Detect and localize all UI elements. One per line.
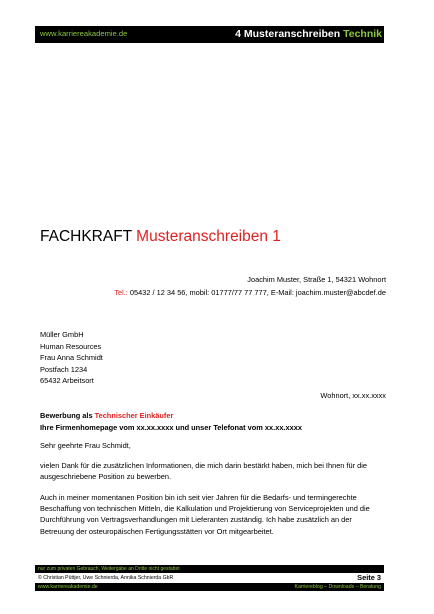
sender-block: [114, 274, 386, 299]
document-title-main: FACHKRAFT: [40, 228, 137, 245]
paragraph-2: Auch in meiner momentanen Position bin ich seit vier Jahren für die Bedarfs- und termingerechte Beschaffung von technischen Mitteln, die Kalkulation und Projektierung von Serviceprojekten und die Durchführung von Vertragsverhandlungen mit Lieferanten zuständig. Ich habe zusätzlich an der Betreuung der osteuropäischen Fertigungsstätten vor Ort mitgearbeitet.: [40, 493, 370, 536]
header-title-accent: Technik: [343, 28, 382, 40]
recipient-block: [40, 329, 103, 387]
subject-prefix: Bewerbung als: [40, 411, 95, 420]
subject-block: [40, 410, 302, 433]
page-number: Seite 3: [357, 573, 381, 582]
footer-note: nur zum privaten Gebrauch, Weitergabe an Dritte nicht gestattet: [38, 566, 180, 572]
footer-copyright: © Christian Püttjer, Uwe Schnierda, Annika Schnierda GbR: [38, 575, 174, 581]
header-bar: [35, 26, 384, 43]
footer-info-line: [35, 574, 384, 583]
subject-position: Technischer Einkäufer: [94, 411, 174, 420]
header-title-main: 4 Musteranschreiben: [235, 28, 344, 40]
recipient-person: Frau Anna Schmidt: [40, 353, 103, 362]
header-url: www.karriereakademie.de: [40, 29, 128, 38]
footer-note-bar: [35, 565, 384, 573]
document-title-accent: Musteranschreiben 1: [136, 228, 281, 245]
footer-bar: [35, 583, 384, 591]
place-date: Wohnort, xx.xx.xxxx: [320, 391, 386, 400]
footer-links[interactable]: Karriereblog – Downloads – Beratung: [294, 584, 381, 590]
recipient-company: Müller GmbH: [40, 330, 84, 339]
header-title: [235, 27, 382, 41]
sender-contact-line: [114, 287, 386, 300]
footer-url[interactable]: www.karriereakademie.de: [38, 584, 98, 590]
paragraph-1: vielen Dank für die zusätzlichen Informationen, die mich darin bestärkt haben, mich bei Ihnen für die ausgeschriebene Position zu bewerben.: [40, 461, 368, 482]
recipient-city: 65432 Arbeitsort: [40, 376, 94, 385]
sender-tel-label: Tel.:: [114, 287, 128, 297]
subject-line-2: Ihre Firmenhomepage vom xx.xx.xxxx und unser Telefonat vom xx.xx.xxxx: [40, 422, 302, 432]
recipient-department: Human Resources: [40, 341, 102, 351]
subject-line-1: [40, 410, 302, 422]
recipient-pobox: Postfach 1234: [40, 364, 88, 374]
sender-contact: 05432 / 12 34 56, mobil: 01777/77 77 777, E-Mail: joachim.muster@abcdef.de: [127, 287, 386, 297]
document-title: [40, 227, 281, 247]
salutation: Sehr geehrte Frau Schmidt,: [40, 441, 131, 450]
sender-address: Joachim Muster, Straße 1, 54321 Wohnort: [247, 275, 386, 284]
